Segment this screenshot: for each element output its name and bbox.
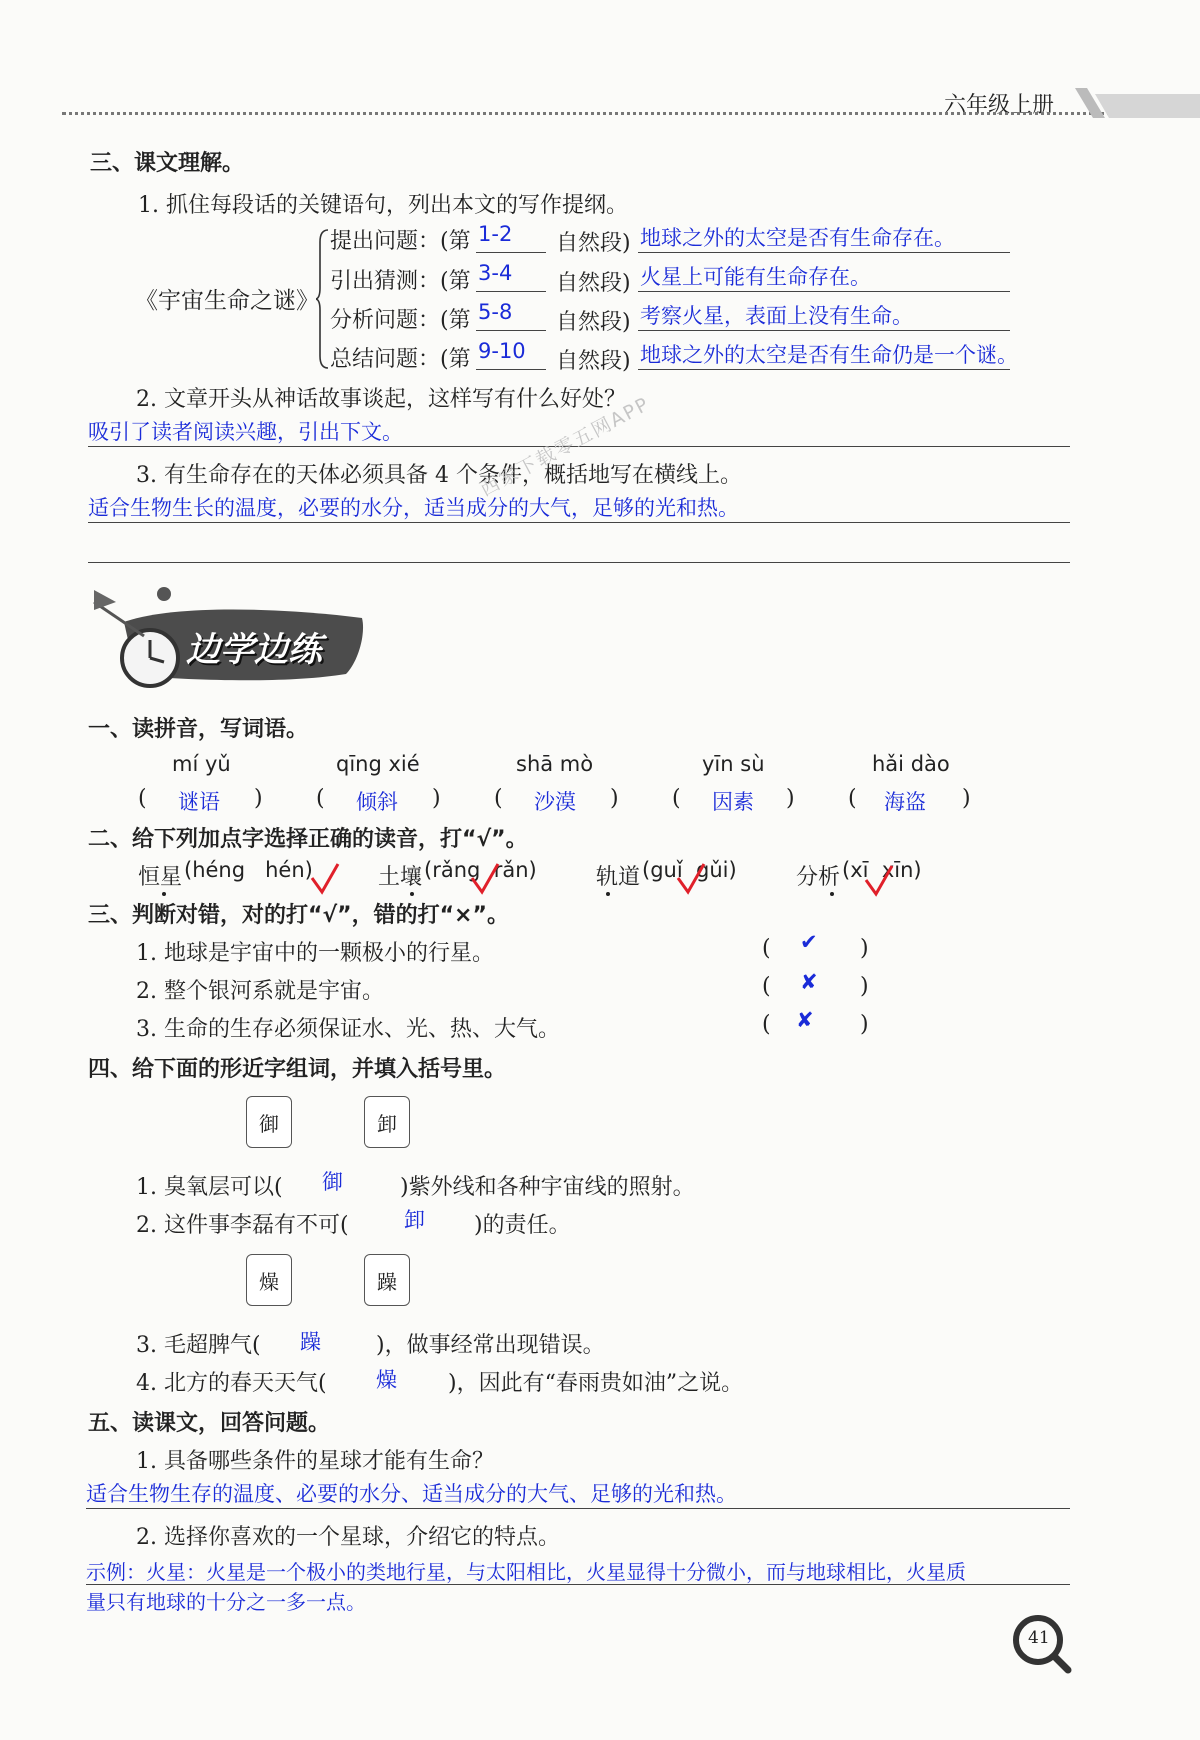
bracket-close: ): [254, 786, 263, 811]
char-card-zao-foot: 躁: [364, 1254, 410, 1306]
judge-text: 3. 生命的生存必须保证水、光、热、大气。: [136, 1017, 560, 1042]
outline-para-answer: 1-2: [478, 222, 513, 246]
reading-option: héng: [192, 858, 246, 882]
outline-label: 提出问题：(第: [330, 229, 471, 254]
reading-option: xīn: [881, 858, 914, 882]
bracket-close: ): [962, 786, 971, 811]
pinyin-answer: 谜语: [178, 790, 220, 814]
outline-title: 《宇宙生命之谜》: [135, 288, 319, 314]
judge-mark: ✘: [796, 1008, 814, 1032]
part5-a2-line1: 示例：火星：火星是一个极小的类地行星，与太阳相比，火星显得十分微小，而与地球相比，火星质: [86, 1560, 966, 1584]
reading-option: rǎng: [432, 858, 481, 882]
pinyin-answer: 沙漠: [534, 790, 576, 814]
outline-tail: 自然段): [556, 310, 631, 335]
reading-option: gǔi: [696, 858, 729, 882]
section3-q3: 3. 有生命存在的天体必须具备 4 个条件，概括地写在横线上。: [136, 463, 742, 488]
reading-word: 恒星: [138, 865, 183, 890]
outline-answer: 火星上可能有生命存在。: [640, 265, 871, 289]
sentence-pre: 2. 这件事李磊有不可(: [136, 1213, 349, 1238]
sentence-answer: 燥: [376, 1368, 397, 1392]
emphasis-dot: [162, 892, 166, 896]
part5-a2-line2: 量只有地球的十分之一多一点。: [86, 1590, 366, 1614]
sentence-pre: 4. 北方的春天天气(: [136, 1371, 327, 1396]
watermark: 西家下载零五网APP: [476, 392, 654, 501]
part3-title: 三、判断对错，对的打“√”，错的打“×”。: [88, 903, 509, 928]
sentence-post: )的责任。: [474, 1213, 571, 1238]
char-card-yu: 御: [246, 1096, 292, 1148]
sentence-pre: 3. 毛超脾气(: [136, 1333, 261, 1358]
reading-option: guǐ: [650, 858, 683, 882]
page-number: 41: [1028, 1628, 1050, 1648]
section3-title: 三、课文理解。: [90, 151, 245, 176]
section3-a3: 适合生物生长的温度，必要的水分，适当成分的大气，足够的光和热。: [88, 496, 739, 520]
char-card-zao-fire: 燥: [246, 1254, 292, 1306]
reading-option: xī: [850, 858, 869, 882]
bracket-close: ): [786, 786, 795, 811]
checkmark-icon: [676, 862, 706, 896]
outline-label: 引出猜测：(第: [330, 269, 471, 294]
pinyin-text: mí yǔ: [172, 752, 231, 776]
part5-a1: 适合生物生存的温度、必要的水分、适当成分的大气、足够的光和热。: [86, 1482, 737, 1506]
bracket-open: (: [138, 786, 147, 811]
grade-label: 六年级上册: [944, 93, 1055, 118]
outline-answer: 地球之外的太空是否有生命仍是一个谜。: [640, 343, 1018, 367]
emphasis-dot: [606, 892, 610, 896]
section3-q1: 1. 抓住每段话的关键语句，列出本文的写作提纲。: [138, 193, 628, 218]
outline-label: 分析问题：(第: [330, 308, 471, 333]
pinyin-text: qīng xié: [336, 752, 420, 776]
sentence-post: )，因此有“春雨贵如油”之说。: [448, 1371, 744, 1396]
outline-label: 总结问题：(第: [330, 347, 471, 372]
outline-tail: 自然段): [556, 271, 631, 296]
pinyin-answer: 海盗: [884, 790, 926, 814]
part5-q1: 1. 具备哪些条件的星球才能有生命？: [136, 1449, 494, 1474]
pinyin-text: hǎi dào: [872, 752, 950, 776]
checkmark-icon: [864, 864, 894, 898]
outline-para-answer: 3-4: [478, 261, 513, 285]
sentence-post: )紫外线和各种宇宙线的照射。: [400, 1175, 695, 1200]
section3-q2: 2. 文章开头从神话故事谈起，这样写有什么好处？: [136, 387, 626, 412]
sentence-post: )，做事经常出现错误。: [376, 1333, 605, 1358]
part5-q2: 2. 选择你喜欢的一个星球，介绍它的特点。: [136, 1525, 560, 1550]
section3-a2: 吸引了读者阅读兴趣，引出下文。: [88, 420, 403, 444]
reading-option: hén: [265, 858, 305, 882]
judge-mark: ✘: [800, 970, 818, 994]
part4-title: 四、给下面的形近字组词，并填入括号里。: [88, 1057, 507, 1082]
outline-para-answer: 5-8: [478, 300, 513, 324]
bracket-open: (: [848, 786, 857, 811]
char-card-xie: 卸: [364, 1096, 410, 1148]
pinyin-text: yīn sù: [702, 752, 765, 776]
reading-word: 轨道: [596, 865, 641, 890]
outline-para-answer: 9-10: [478, 339, 526, 363]
header-corner-decoration: [1075, 88, 1200, 122]
bracket-open: (: [494, 786, 503, 811]
header-divider: [62, 112, 1172, 115]
outline-tail: 自然段): [556, 349, 631, 374]
bracket-open: (: [316, 786, 325, 811]
pinyin-answer: 倾斜: [356, 790, 398, 814]
outline-answer: 地球之外的太空是否有生命存在。: [640, 226, 955, 250]
sentence-answer: 躁: [300, 1330, 321, 1354]
sentence-answer: 御: [322, 1170, 343, 1194]
bracket-close: ): [432, 786, 441, 811]
outline-answer: 考察火星，表面上没有生命。: [640, 304, 913, 328]
outline-tail: 自然段): [556, 231, 631, 256]
part1-title: 一、读拼音，写词语。: [88, 717, 309, 742]
reading-word: 分析: [796, 865, 841, 890]
checkmark-icon: [470, 862, 500, 896]
banner-title: 边学边练: [186, 630, 322, 670]
outline-brace: [316, 228, 330, 370]
pinyin-text: shā mò: [516, 752, 594, 776]
checkmark-icon: [310, 862, 340, 896]
emphasis-dot: [410, 892, 414, 896]
bracket-close: ): [610, 786, 619, 811]
judge-text: 2. 整个银河系就是宇宙。: [136, 979, 384, 1004]
sentence-answer: 卸: [404, 1208, 425, 1232]
bracket-open: (: [672, 786, 681, 811]
part5-title: 五、读课文，回答问题。: [88, 1411, 331, 1436]
judge-text: 1. 地球是宇宙中的一颗极小的行星。: [136, 941, 494, 966]
judge-mark: ✔: [800, 930, 818, 954]
part2-title: 二、给下列加点字选择正确的读音，打“√”。: [88, 827, 528, 852]
sentence-pre: 1. 臭氧层可以(: [136, 1175, 283, 1200]
reading-word: 土壤: [378, 865, 423, 890]
pinyin-answer: 因素: [712, 790, 754, 814]
reading-option: rǎn: [493, 858, 529, 882]
emphasis-dot: [830, 892, 834, 896]
